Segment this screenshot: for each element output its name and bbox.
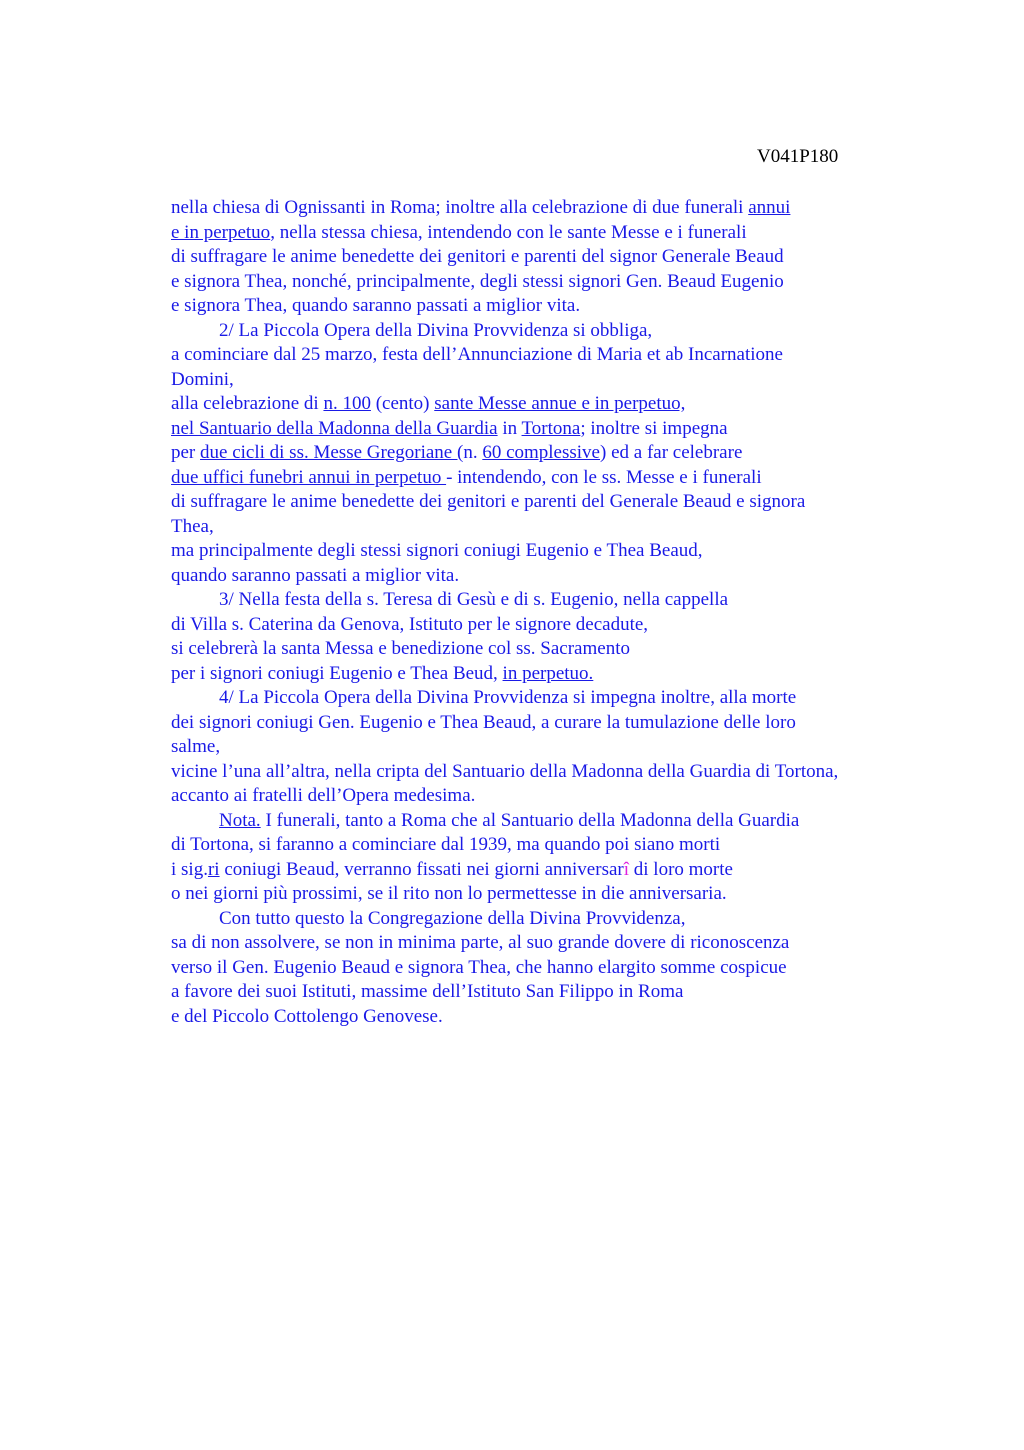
text-line: di Tortona, si faranno a cominciare dal 1939, ma quando poi siano morti	[171, 834, 721, 855]
text-line: e del Piccolo Cottolengo Genovese.	[171, 1005, 443, 1027]
text-line: e in perpetuo, nella stessa chiesa, intendendo con le sante Messe e i funerali	[171, 221, 747, 243]
text-line: quando saranno passati a miglior vita.	[171, 564, 460, 586]
text-line: e signora Thea, nonché, principalmente, degli stessi signori Gen. Beaud Eugenio	[171, 270, 784, 292]
text-line: di suffragare le anime benedette dei genitori e parenti del Generale Beaud e signora	[171, 491, 806, 512]
page-identifier: V041P180	[757, 146, 839, 167]
text-line: nel Santuario della Madonna della Guardia in Tortona; inoltre si impegna	[171, 417, 728, 439]
text-line: per i signori coniugi Eugenio e Thea Beud, in perpetuo.	[171, 662, 594, 684]
letter-body	[171, 196, 838, 1029]
text-line: ma principalmente degli stessi signori coniugi Eugenio e Thea Beaud,	[171, 540, 703, 561]
text-line: per due cicli di ss. Messe Gregoriane (n. 60 complessive) ed a far celebrare	[171, 442, 743, 463]
text-line: e signora Thea, quando saranno passati a miglior vita.	[171, 295, 581, 316]
text-line: vicine l’una all’altra, nella cripta del Santuario della Madonna della Guardia di Tortona,	[171, 760, 839, 782]
nota-paragraph-start: Nota. I funerali, tanto a Roma che al Santuario della Madonna della Guardia	[219, 809, 800, 831]
paragraph-2-start: 2/ La Piccola Opera della Divina Provvidenza si obbliga,	[219, 319, 653, 341]
text-line: Domini,	[171, 368, 234, 390]
paragraph-3-start: 3/ Nella festa della s. Teresa di Gesù e di s. Eugenio, nella cappella	[219, 589, 729, 610]
text-line: accanto ai fratelli dell’Opera medesima.	[171, 785, 476, 806]
text-line: i sig.ri coniugi Beaud, verranno fissati nei giorni anniversarî di loro morte	[171, 858, 733, 880]
text-line: si celebrerà la santa Messa e benedizione col ss. Sacramento	[171, 638, 630, 659]
text-line: a favore dei suoi Istituti, massime dell’Istituto San Filippo in Roma	[171, 981, 684, 1002]
text-line: Thea,	[171, 515, 214, 537]
paragraph-4-start: 4/ La Piccola Opera della Divina Provvidenza si impegna inoltre, alla morte	[219, 687, 797, 708]
text-line: di suffragare le anime benedette dei genitori e parenti del signor Generale Beaud	[171, 246, 784, 267]
text-line: di Villa s. Caterina da Genova, Istituto per le signore decadute,	[171, 613, 649, 635]
text-line: dei signori coniugi Gen. Eugenio e Thea Beaud, a curare la tumulazione delle loro	[171, 711, 796, 733]
text-line: o nei giorni più prossimi, se il rito non lo permettesse in die anniversaria.	[171, 883, 727, 904]
text-line: salme,	[171, 736, 221, 757]
text-line: verso il Gen. Eugenio Beaud e signora Thea, che hanno elargito somme cospicue	[171, 956, 787, 978]
text-line: nella chiesa di Ognissanti in Roma; inoltre alla celebrazione di due funerali annui	[171, 197, 791, 218]
text-line: alla celebrazione di n. 100 (cento) sante Messe annue e in perpetuo,	[171, 393, 686, 414]
text-line: a cominciare dal 25 marzo, festa dell’Annunciazione di Maria et ab Incarnatione	[171, 344, 783, 365]
text-line: sa di non assolvere, se non in minima parte, al suo grande dovere di riconoscenza	[171, 932, 790, 953]
closing-paragraph-start: Con tutto questo la Congregazione della Divina Provvidenza,	[219, 907, 686, 929]
text-line: due uffici funebri annui in perpetuo - intendendo, con le ss. Messe e i funerali	[171, 466, 762, 488]
